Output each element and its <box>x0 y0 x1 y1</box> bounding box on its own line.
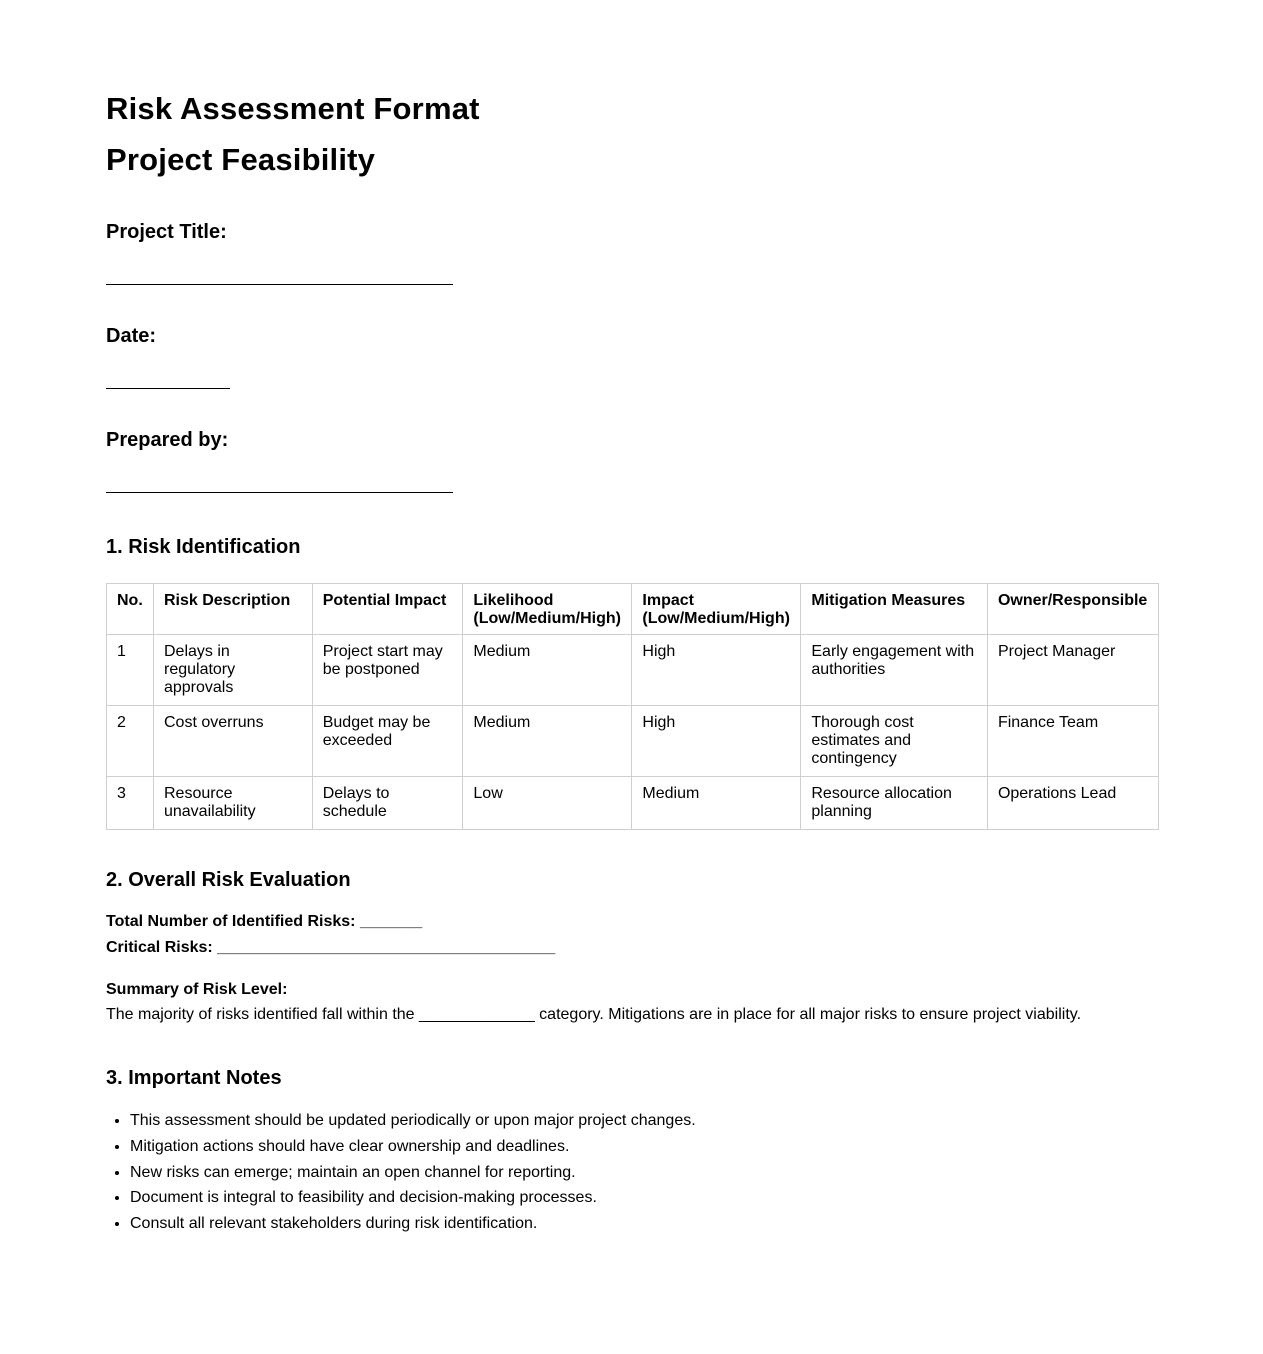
table-cell: Delays to schedule <box>312 777 463 830</box>
risk-evaluation-fields <box>106 909 1158 961</box>
table-row <box>107 706 1159 777</box>
table-cell: 3 <box>107 777 154 830</box>
summary-text-after: category. Mitigations are in place for all major risks to ensure project viability. <box>539 1006 1082 1023</box>
document-subtitle: Project Feasibility <box>106 142 376 177</box>
summary-text-before: The majority of risks identified fall within the <box>106 1006 415 1023</box>
table-cell: Resource unavailability <box>153 777 312 830</box>
project-title-field <box>106 219 1158 285</box>
total-risks-line <box>106 909 1158 935</box>
important-notes-heading: 3. Important Notes <box>106 1067 282 1089</box>
list-item: • Consult all relevant stakeholders during risk identification. <box>130 1211 1158 1237</box>
column-header: No. <box>107 584 154 635</box>
document-title: Risk Assessment Format <box>106 91 480 126</box>
list-item: • This assessment should be updated periodically or upon major project changes. <box>130 1108 1158 1134</box>
table-cell: Medium <box>463 706 632 777</box>
table-cell: Medium <box>463 635 632 706</box>
table-cell: Project start may be postponed <box>312 635 463 706</box>
column-header: Risk Description <box>153 584 312 635</box>
table-cell: Project Manager <box>987 635 1158 706</box>
risk-identification-heading: 1. Risk Identification <box>106 536 301 558</box>
table-cell: High <box>632 706 801 777</box>
table-cell: 1 <box>107 635 154 706</box>
summary-label: Summary of Risk Level: <box>106 981 288 998</box>
date-label: Date: <box>106 325 157 347</box>
total-risks-label: Total Number of Identified Risks: <box>106 913 356 930</box>
table-header-row <box>107 584 1159 635</box>
prepared-by-field <box>106 427 1158 493</box>
table-cell: Cost overruns <box>153 706 312 777</box>
critical-risks-line <box>106 935 1158 961</box>
critical-risks-label: Critical Risks: <box>106 939 213 956</box>
list-item: • Document is integral to feasibility and decision-making processes. <box>130 1185 1158 1211</box>
notes-list <box>106 1108 1158 1237</box>
table-cell: Early engagement with authorities <box>801 635 988 706</box>
column-header: Likelihood (Low/Medium/High) <box>463 584 632 635</box>
table-cell: Budget may be exceeded <box>312 706 463 777</box>
table-row <box>107 777 1159 830</box>
table-cell: Thorough cost estimates and contingency <box>801 706 988 777</box>
document-page <box>106 88 1158 1237</box>
table-cell: Resource allocation planning <box>801 777 988 830</box>
table-cell: Operations Lead <box>987 777 1158 830</box>
table-cell: Delays in regulatory approvals <box>153 635 312 706</box>
column-header: Owner/Responsible <box>987 584 1158 635</box>
date-field <box>106 323 1158 389</box>
overall-risk-evaluation-heading: 2. Overall Risk Evaluation <box>106 869 351 891</box>
list-item: • New risks can emerge; maintain an open channel for reporting. <box>130 1160 1158 1186</box>
table-cell: Finance Team <box>987 706 1158 777</box>
risk-table <box>106 583 1159 830</box>
list-item: • Mitigation actions should have clear ownership and deadlines. <box>130 1134 1158 1160</box>
critical-risks-blank: ______________________________________ <box>217 939 556 956</box>
total-risks-blank: _______ <box>359 913 423 930</box>
prepared-by-blank-line <box>106 492 453 493</box>
date-blank-line <box>106 388 230 389</box>
project-title-blank-line <box>106 284 453 285</box>
column-header: Mitigation Measures <box>801 584 988 635</box>
table-cell: Low <box>463 777 632 830</box>
prepared-by-label: Prepared by: <box>106 429 229 451</box>
table-cell: High <box>632 635 801 706</box>
summary-blank: _____________ <box>419 1006 535 1023</box>
table-row <box>107 635 1159 706</box>
summary-text <box>106 1002 1158 1027</box>
project-title-label: Project Title: <box>106 221 227 243</box>
column-header: Impact (Low/Medium/High) <box>632 584 801 635</box>
table-cell: Medium <box>632 777 801 830</box>
column-header: Potential Impact <box>312 584 463 635</box>
table-cell: 2 <box>107 706 154 777</box>
